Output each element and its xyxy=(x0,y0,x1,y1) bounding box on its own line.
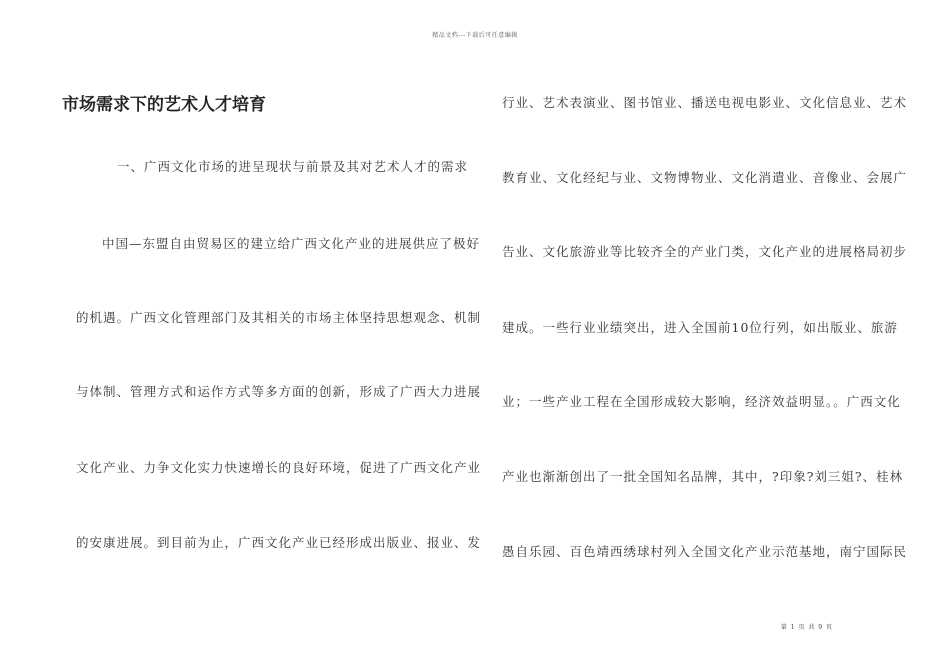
page-number: 第 1 页 共 9 页 xyxy=(780,624,833,631)
paragraph-line: 产业也渐渐创出了一批全国知名品牌，其中，?印象?刘三姐?、桂林 xyxy=(502,469,904,484)
paragraph-line: 建成。一些行业业绩突出，进入全国前10位行列，如出版业、旅游 xyxy=(502,320,898,335)
paragraph-line: 文化产业、力争文化实力快速增长的良好环境，促进了广西文化产业 xyxy=(76,460,482,475)
paragraph-line: 业；一些产业工程在全国形成较大影响，经济效益明显。。广西文化 xyxy=(502,394,901,409)
paragraph-line: 行业、艺术表演业、图书馆业、播送电视电影业、文化信息业、艺术 xyxy=(502,95,908,110)
paragraph-line: 教育业、文化经纪与业、文物博物业、文化消遣业、音像业、会展广 xyxy=(502,170,908,185)
paragraph-line: 中国—东盟自由贸易区的建立给广西文化产业的进展供应了极好 xyxy=(102,236,481,251)
paragraph-line: 的安康进展。到目前为止，广西文化产业已经形成出版业、报业、发 xyxy=(76,535,482,550)
paragraph-line: 与体制、管理方式和运作方式等多方面的创新，形成了广西大力进展 xyxy=(76,384,482,399)
paragraph-line: 告业、文化旅游业等比较齐全的产业门类，文化产业的进展格局初步 xyxy=(502,244,908,259)
page-header: 精品文档---下载后可任意编辑 xyxy=(432,32,518,39)
section-heading: 一、广西文化市场的进呈现状与前景及其对艺术人才的需求 xyxy=(117,159,469,174)
paragraph-line: 愚自乐园、百色靖西绣球村列入全国文化产业示范基地，南宁国际民 xyxy=(502,544,908,559)
document-title: 市场需求下的艺术人才培育 xyxy=(62,95,266,115)
paragraph-line: 的机遇。广西文化管理部门及其相关的市场主体坚持思想观念、机制 xyxy=(76,310,482,325)
